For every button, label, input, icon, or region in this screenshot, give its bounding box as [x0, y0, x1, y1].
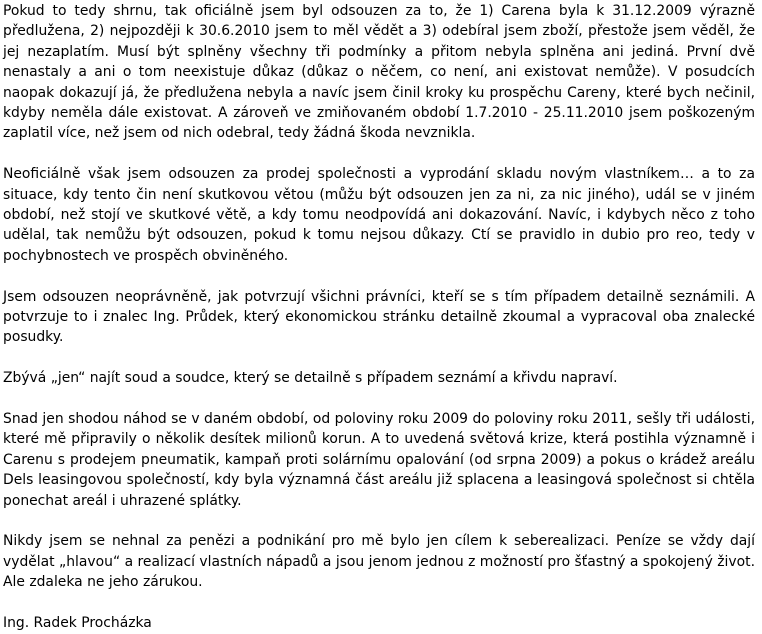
paragraph-unofficial-conviction: Neoficiálně však jsem odsouzen za prodej společnosti a vyprodání skladu novým vlastníkem… a to za situace, kdy tento čin není skutkovou větou (můžu být odsouzen jen za ni, za nic jiného), udál se v jiném období, než stojí ve skutkové větě, a kdy tomu neodpovídá ani dokazování. Navíc, i kdybych něco z toho udělal, tak nemůžu být odsouzen, pokud k tomu nejsou důkazy. Ctí se pravidlo in dubio pro reo, tedy v pochybnostech ve prospěch obviněného.: [3, 166, 755, 264]
paragraph-find-court: Zbývá „jen“ najít soud a soudce, který se detailně s případem seznámí a křivdu napraví.: [3, 370, 618, 387]
author-signature: Ing. Radek Procházka: [3, 615, 152, 632]
paragraph-coincidence: Snad jen shodou náhod se v daném období, od poloviny roku 2009 do poloviny roku 2011, sešly tři události, které mě připravily o několik desítek milionů korun. A to uvedená světová krize, která postihla významně i Carenu s prodejem pneumatik, kampaň proti solárnímu opalování (od srpna 2009) a pokus o krádež areálu Dels leasingovou společností, kdy byla významná část areálu již splacena a leasingová společnost si chtěla ponechat areál i uhrazené splátky.: [3, 411, 755, 509]
article-body: [3, 1, 755, 634]
paragraph-money: Nikdy jsem se nehnal za penězi a podnikání pro mě bylo jen cílem k seberealizaci. Peníze se vždy dají vydělat „hlavou“ a realizací vlastních nápadů a jsou jenom jednou z možností pro šťastný a spokojený život. Ale zdaleka ne jeho zárukou.: [3, 533, 755, 591]
paragraph-summary: Pokud to tedy shrnu, tak oficiálně jsem byl odsouzen za to, že 1) Carena byla k 31.12.2009 výrazně předlužena, 2) nejpozději k 30.6.2010 jsem to měl vědět a 3) odebíral jsem zboží, přestože jsem věděl, že jej nezaplatím. Musí být splněny všechny tři podmínky a přitom nebyla splněna ani jediná. První dvě nenastaly a ani o tom neexistuje důkaz (důkaz o něčem, co není, ani existovat nemůže). V posudcích naopak dokazují já, že předlužena nebyla a navíc jsem činil kroky ku prospěchu Careny, které bych nečinil, kdyby neměla dále existovat. A zároveň ve zmiňovaném období 1.7.2010 - 25.11.2010 jsem poškozeným zaplatil více, než jsem od nich odebral, tedy žádná škoda nevznikla.: [3, 3, 755, 142]
paragraph-unjust-conviction: Jsem odsouzen neoprávněně, jak potvrzují všichni právníci, kteří se s tím případem detailně seznámili. A potvrzuje to i znalec Ing. Průdek, který ekonomickou stránku detailně zkoumal a vypracoval oba znalecké posudky.: [3, 288, 755, 346]
